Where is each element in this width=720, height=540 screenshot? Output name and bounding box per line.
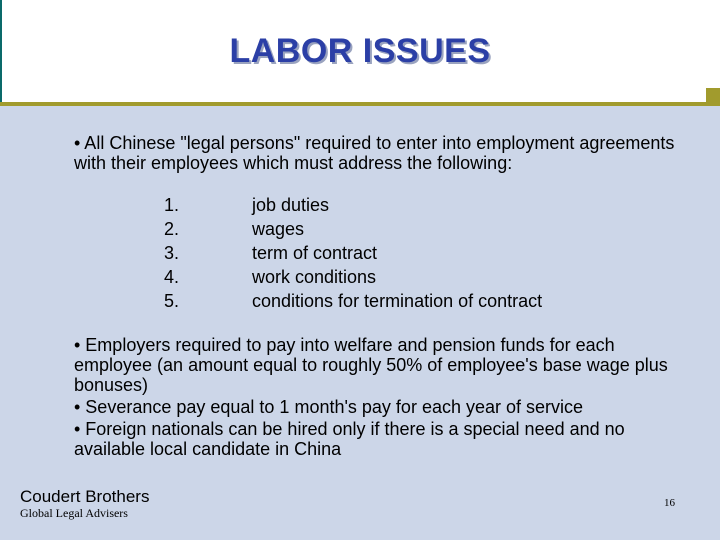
header-divider [0,102,720,106]
list-text: conditions for termination of contract [252,291,543,311]
list-text: term of contract [252,243,378,263]
list-item [74,241,694,265]
bullet-welfare-funds: • Employers required to pay into welfare and pension funds for each employee (an amount equal to roughly 50% of employee's base wage plus bonuses) [74,335,668,395]
slide-title: LABOR ISSUES [229,32,491,70]
list-text: wages [252,219,305,239]
list-item [74,265,694,289]
list-number: 2. [164,219,180,239]
bullet-list [74,335,694,459]
bullet-severance: • Severance pay equal to 1 month's pay for each year of service [74,397,584,417]
list-item [74,217,694,241]
numbered-list [74,193,694,313]
company-logo [20,488,149,520]
brand-tagline: Global Legal Advisers [20,506,128,520]
list-number: 1. [164,195,180,215]
slide-header [0,0,720,102]
list-item [74,193,694,217]
slide-body [74,133,694,461]
brand-name: Coudert Brothers [20,487,150,506]
list-number: 5. [164,291,180,311]
bullet-foreign-nationals: • Foreign nationals can be hired only if there is a special need and no available local candidate in China [74,419,625,459]
list-item [74,289,694,313]
page-number: 16 [664,497,675,509]
intro-bullet: • All Chinese "legal persons" required to enter into employment agreements with their employees which must address the following: [74,133,675,173]
list-text: work conditions [252,267,377,287]
list-number: 4. [164,267,180,287]
list-number: 3. [164,243,180,263]
list-text: job duties [252,195,330,215]
accent-square [706,88,720,102]
